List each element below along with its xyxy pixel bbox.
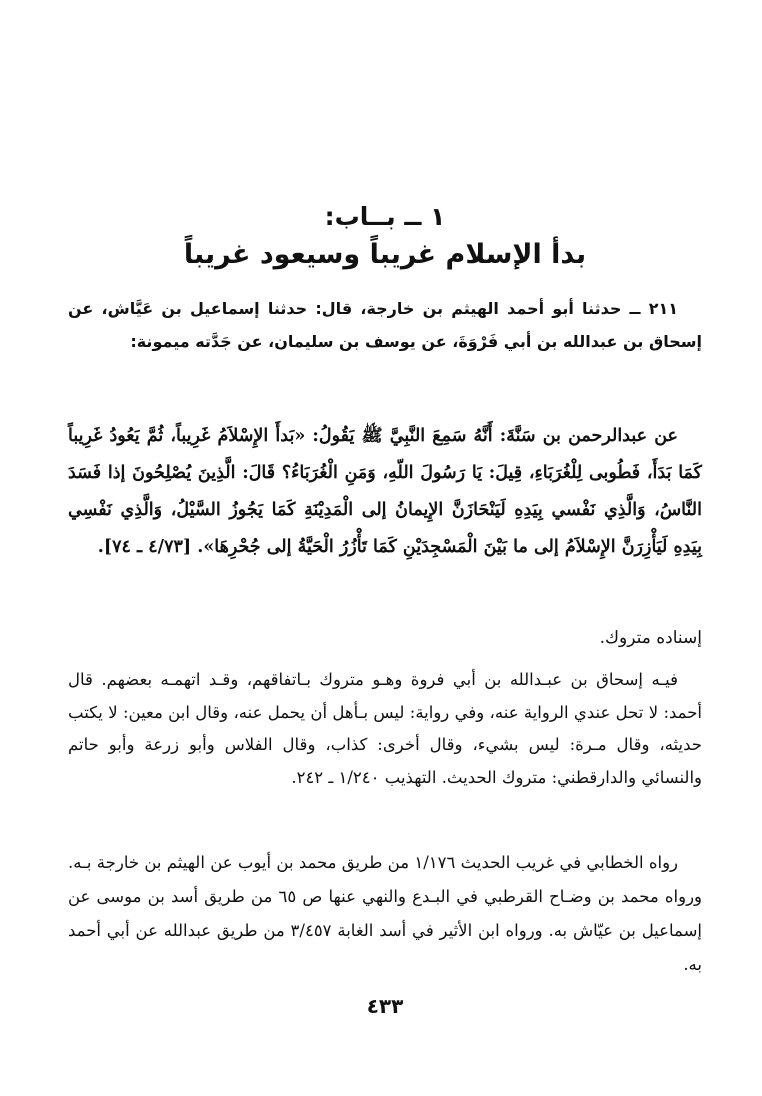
narrator-commentary [68,664,702,794]
chapter-title: بدأ الإسلام غريباً وسيعود غريباً [183,239,587,270]
hadith-body: عن عبدالرحمن بن سَنَّةَ: أَنَّهُ سَمِعَ النَّبِيَّ ﷺ يَقُولُ: «بَدأَ الإِسْلاَمُ غَرِيباً، ثُمَّ يَعُودُ غَرِيباً كَمَا بَدَأَ، فَطُوبى لِلْغُرَبَاءِ، قِيلَ: يَا رَسُولَ اللّهِ، وَمَنِ الْغُرَبَاءُ؟ قَالَ: الَّذِينَ يُصْلِحُونَ إذا فَسَدَ النَّاسُ، وَالَّذِي نَفْسي بِيَدِهِ لَيَنْحَازَنَّ الإِيمانُ إلى الْمَدِيْنَةِ كَمَا يَجُوزُ السَّيْلُ، وَالَّذِي نَفْسِي بِيَدِهِ لَيَأْزِرَنَّ الإِسْلاَمُ إلى ما بَيْنَ الْمَسْجِدَيْنِ كَمَا تَأْزُرُ الْحَيَّةُ إلى جُحْرِهَا». [٤/٧٣ ـ ٧٤]. [68,426,702,557]
isnad-grading: إسناده متروك. [599,628,702,648]
hadith-isnad [68,292,702,358]
book-page [68,0,702,1096]
hadith-text [68,418,702,566]
commentary-text: فيـه إسحاق بن عبـدالله بن أبي فروة وهـو متروك بـاتفاقهم، وقـد اتهمـه بعضهم. قال أحمد: لا تحل عندي الرواية عنه، وفي رواية: ليس بـأهل أن يحمل عنه، وقال ابن معين: لا يكتب حديثه، وقال مـرة: ليس بشيء، وقال أخرى: كذاب، وقال الفلاس وأبو زرعة وأبو حاتم والنسائي والدارقطني: متروك الحديث. التهذيب ١/٢٤٠ ـ ٢٤٢. [68,670,702,787]
sources-text: رواه الخطابي في غريب الحديث ١/١٧٦ من طريق محمد بن أيوب عن الهيثم بن خارجة بـه. ورواه محمد بن وضـاح القرطبي في البـدع والنهي عنها ص ٦٥ من طريق أسد بن موسى عن إسماعيل بن عيّاش به. ورواه ابن الأثير في أسد الغابة ٣/٤٥٧ من طريق عبدالله عن أبي أحمد به. [68,853,702,974]
source-references [68,846,702,982]
isnad-text: ٢١١ ــ حدثنا أبو أحمد الهيثم بن خارجة، قال: حدثنا إسماعيل بن عَيَّاش، عن إسحاق بن عبدالله بن أبي فَرْوَةَ، عن يوسف بن سليمان، عن جَدَّته ميمونة: [68,299,702,351]
chapter-heading: ١ ــ بــاب: [324,202,446,231]
page-number: ٤٣٣ [366,994,404,1018]
